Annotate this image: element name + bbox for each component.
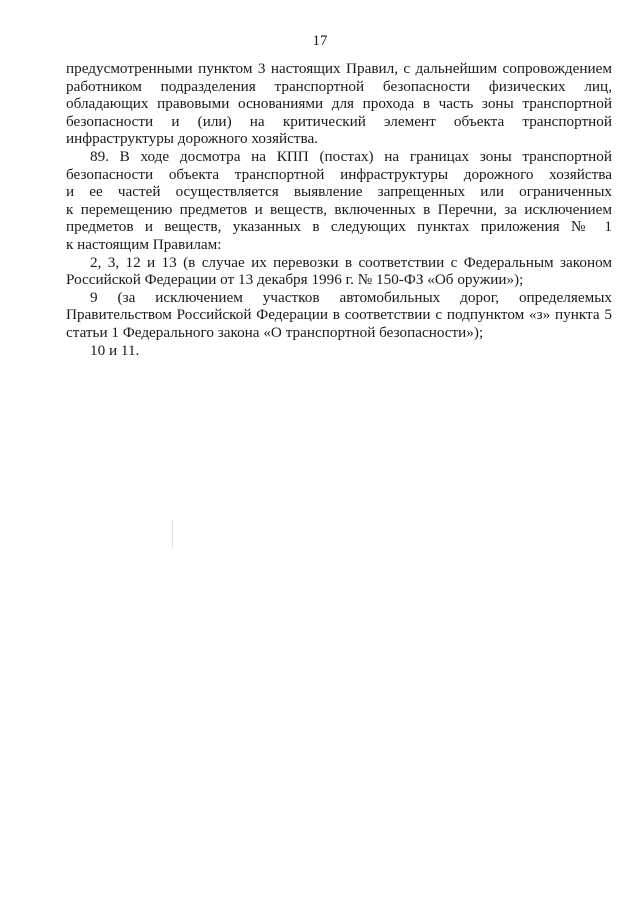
text-line: 9 (за исключением участков автомобильных дорог, определяемых	[90, 288, 612, 306]
text-line: 10 и 11.	[90, 341, 140, 359]
text-line: к настоящим Правилам:	[66, 235, 222, 253]
page-number: 17	[312, 33, 328, 49]
text-line: предметов и веществ, указанных в следующих пунктах приложения № 1	[66, 218, 612, 236]
text-line: работником подразделения транспортной безопасности физических лиц,	[66, 77, 612, 95]
text-line: безопасности и (или) на критический элемент объекта транспортной	[66, 112, 612, 130]
text-line: безопасности объекта транспортной инфраструктуры дорожного хозяйства	[66, 165, 612, 183]
document-body	[66, 60, 612, 359]
text-line: Российской Федерации от 13 декабря 1996 г. № 150-ФЗ «Об оружии»);	[66, 271, 524, 289]
text-line: обладающих правовыми основаниями для прохода в часть зоны транспортной	[66, 95, 612, 113]
text-line: к перемещению предметов и веществ, включенных в Перечни, за исключением	[66, 200, 612, 218]
text-line: инфраструктуры дорожного хозяйства.	[66, 130, 318, 148]
scan-artifact	[172, 520, 173, 548]
text-line: 2, 3, 12 и 13 (в случае их перевозки в соответствии с Федеральным законом	[90, 253, 612, 271]
text-line: и ее частей осуществляется выявление запрещенных или ограниченных	[66, 183, 612, 201]
text-line: статьи 1 Федерального закона «О транспортной безопасности»);	[66, 323, 484, 341]
text-line: предусмотренными пунктом 3 настоящих Правил, с дальнейшим сопровождением	[66, 60, 612, 77]
text-line: Правительством Российской Федерации в соответствии с подпунктом «з» пункта 5	[66, 306, 612, 324]
text-line: 89. В ходе досмотра на КПП (постах) на границах зоны транспортной	[90, 147, 612, 165]
